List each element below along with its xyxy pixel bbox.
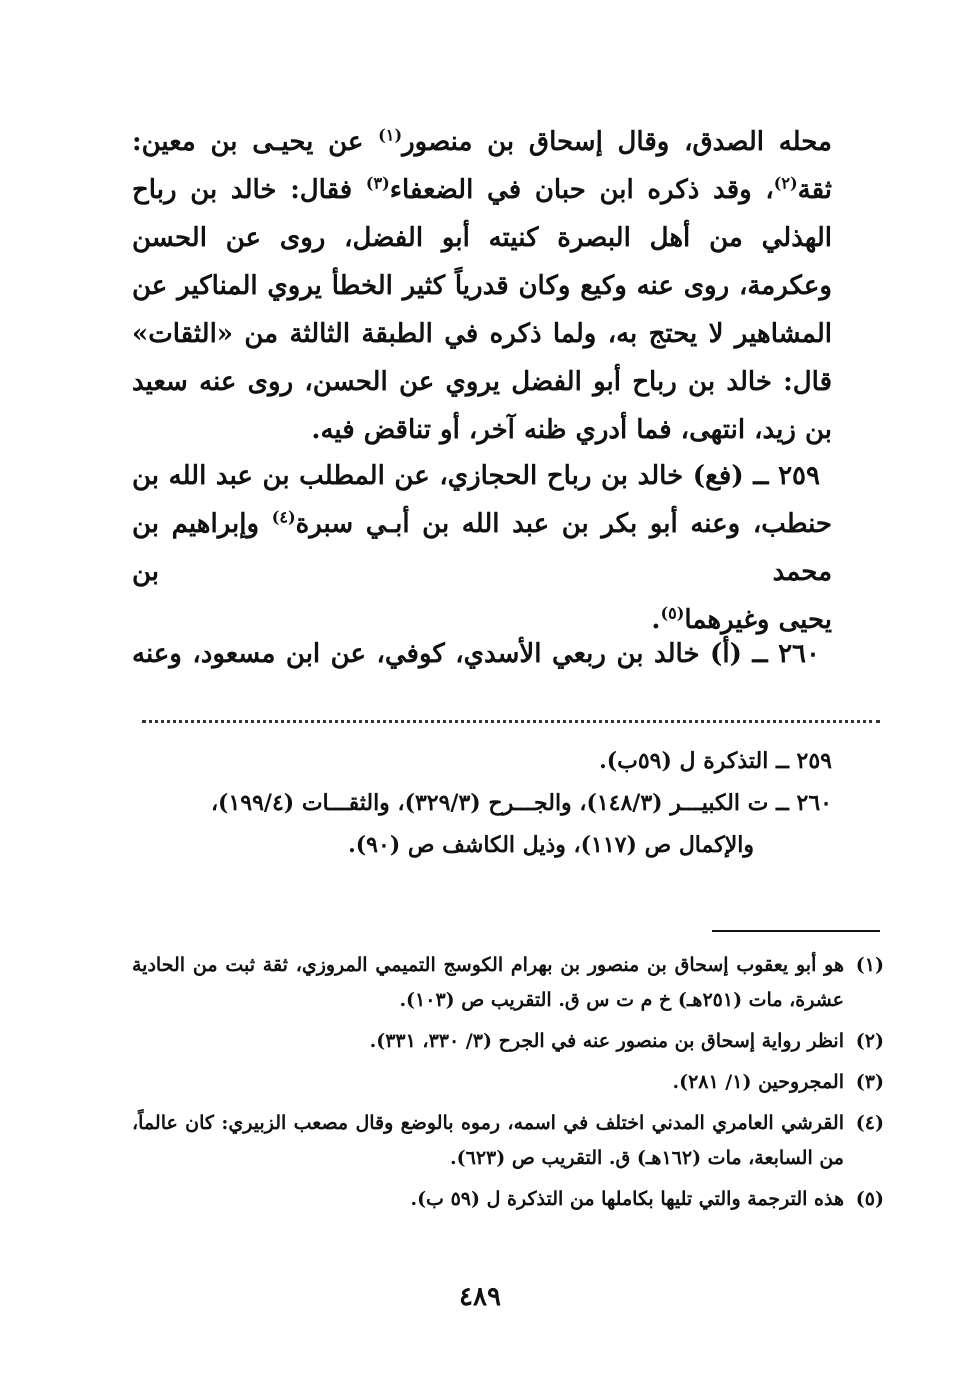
page-number: ٤٨٩ bbox=[459, 1282, 501, 1312]
entry-260 bbox=[132, 630, 832, 678]
footnote-rule bbox=[712, 930, 880, 932]
text-run: محله الصدق، وقال إسحاق بن منصور bbox=[402, 127, 832, 157]
footnote-5 bbox=[132, 1182, 884, 1217]
entry-259-line-1: ٢٥٩ ــ (فع) خالد بن رباح الحجازي، عن المطلب بن عبد الله بن bbox=[132, 461, 820, 491]
footnote-4 bbox=[132, 1106, 884, 1176]
footnote-ref-2: (٢) bbox=[773, 173, 798, 193]
footnote-2 bbox=[132, 1024, 884, 1059]
source-line-260-cont: والإكمال ص (١١٧)، وذيل الكاشف ص (٩٠). bbox=[348, 832, 754, 858]
footnote-text: المجروحين (١/ ٢٨١). bbox=[672, 1071, 844, 1093]
text-run: . bbox=[651, 605, 661, 635]
entry-259 bbox=[132, 452, 832, 644]
text-run: وإبراهيم بن محمد بن bbox=[132, 509, 832, 587]
footnote-text: القرشي العامري المدني اختلف في اسمه، رموه بالوضع وقال مصعب الزبيري: كان عالماً، من السابعة، مات (١٦٢هـ) ق. التقريب ص (٦٢٣). bbox=[132, 1112, 844, 1169]
text-run: عن يحيـى بن معين: ثقة bbox=[132, 127, 832, 205]
text-run: يحيى وغيرهما bbox=[684, 605, 832, 635]
dotted-separator bbox=[142, 720, 880, 723]
footnote-1 bbox=[132, 948, 884, 1018]
source-line-260: ٢٦٠ ــ ت الكبيـــر (١٤٨/٣)، والجـــرح (٣٢٩/٣)، والثقـــات (١٩٩/٤)، bbox=[210, 790, 832, 816]
footnote-text: هذه الترجمة والتي تليها بكاملها من التذكرة ل (٥٩ ب). bbox=[410, 1188, 844, 1210]
text-run: فقال: خالد بن رباح الهذلي من أهل البصرة كنيته أبو الفضل، روى عن الحسن وعكرمة، روى عنه وكيع وكان قدرياً كثير الخطأ يروي المناكير عن المشاهير لا يحتج به، ولما ذكره في الطبقة الثالثة من «الثقات» قال: خالد بن رباح أبو الفضل يروي عن الحسن، روى عنه سعيد بن زيد، انتهى، فما أدري ظنه آخر، أو تناقض فيه. bbox=[132, 175, 832, 445]
source-references bbox=[132, 740, 832, 866]
footnote-3 bbox=[132, 1065, 884, 1100]
footnote-number: (١) bbox=[855, 954, 884, 976]
entry-259-line-2 bbox=[132, 500, 832, 596]
footnote-ref-3: (٣) bbox=[365, 173, 390, 193]
footnote-text: انظر رواية إسحاق بن منصور عنه في الجرح (٣/ ٣٣٠، ٣٣١). bbox=[369, 1030, 844, 1052]
paragraph-continuation bbox=[132, 118, 832, 454]
text-run: ، وقد ذكره ابن حبان في الضعفاء bbox=[389, 175, 774, 205]
entry-260-line-1: ٢٦٠ ــ (أ) خالد بن ربعي الأسدي، كوفي، عن ابن مسعود، وعنه bbox=[132, 639, 820, 669]
footnote-number: (٥) bbox=[855, 1188, 884, 1210]
footnote-number: (٢) bbox=[855, 1030, 884, 1052]
footnote-number: (٤) bbox=[855, 1112, 884, 1134]
footnote-text: هو أبو يعقوب إسحاق بن منصور بن بهرام الكوسج التميمي المروزي، ثقة ثبت من الحادية عشرة، مات (٢٥١هـ) خ م ت س ق. التقريب ص (١٠٣). bbox=[132, 954, 844, 1011]
footnote-number: (٣) bbox=[855, 1071, 884, 1093]
text-run: حنطب، وعنه أبو بكر بن عبد الله بن أبـي سبرة bbox=[295, 509, 832, 539]
footnote-ref-5: (٥) bbox=[660, 603, 685, 623]
footnote-ref-4: (٤) bbox=[271, 507, 296, 527]
footnotes bbox=[132, 948, 884, 1223]
footnote-ref-1: (١) bbox=[378, 125, 403, 145]
source-line-259: ٢٥٩ ــ التذكرة ل (٥٩ب). bbox=[599, 748, 832, 774]
